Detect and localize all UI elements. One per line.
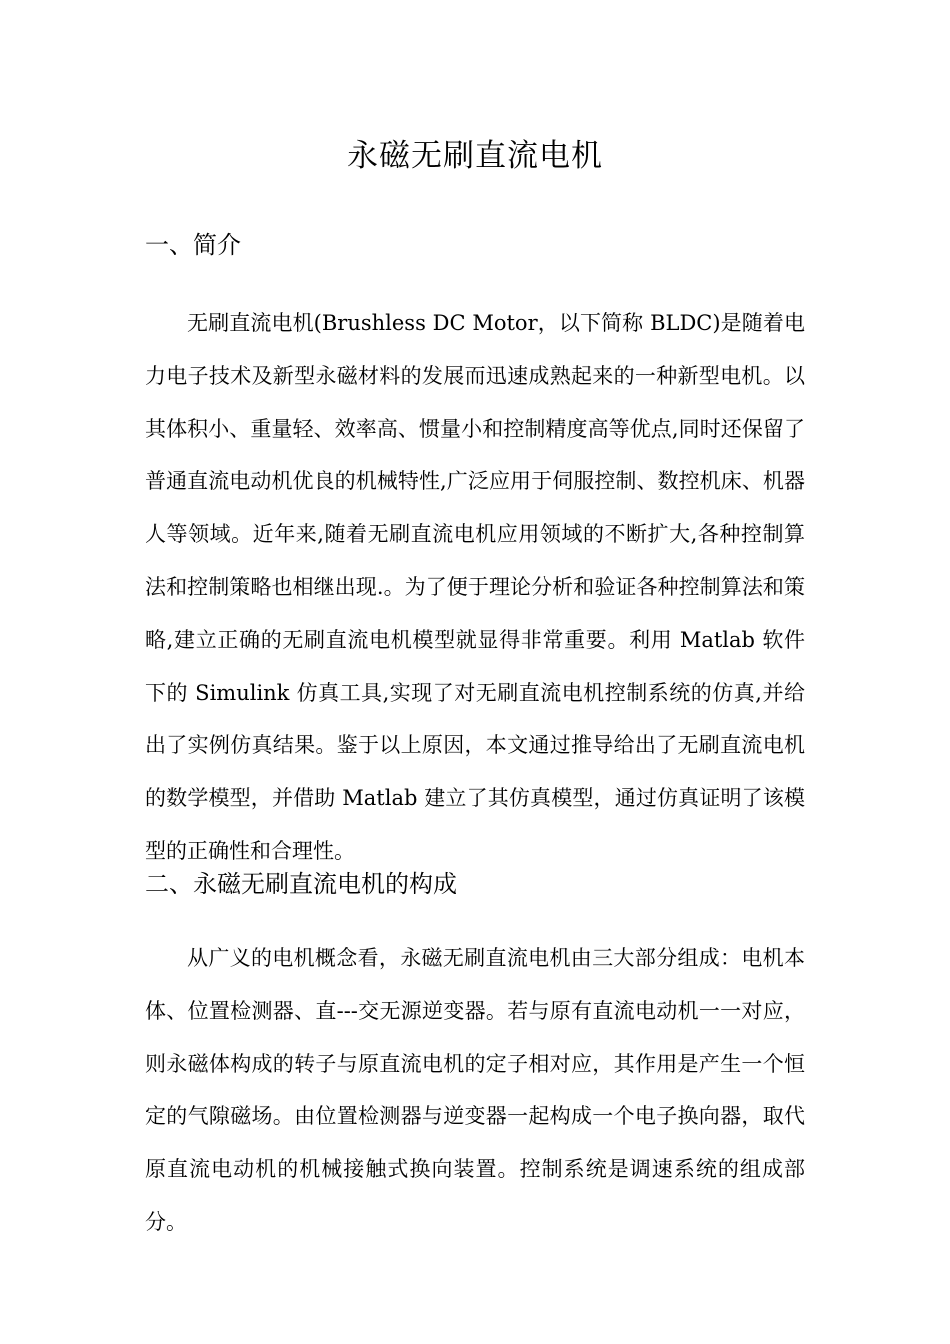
section-heading-composition: 二、永磁无刷直流电机的构成	[145, 870, 457, 898]
section-paragraph-intro: 无刷直流电机(Brushless DC Motor，以下简称 BLDC)是随着电力电子技术及新型永磁材料的发展而迅速成熟起来的一种新型电机。以其体积小、重量轻、效率高、惯量小和控制精度高等优点,同时还保留了普通直流电动机优良的机械特性,广泛应用于伺服控制、数控机床、机器人等领域。近年来,随着无刷直流电机应用领域的不断扩大,各种控制算法和控制策略也相继出现.。为了便于理论分析和验证各种控制算法和策略,建立正确的无刷直流电机模型就显得非常重要。利用 Matlab 软件下的 Simulink 仿真工具,实现了对无刷直流电机控制系统的仿真,并给出了实例仿真结果。鉴于以上原因，本文通过推导给出了无刷直流电机的数学模型，并借助 Matlab 建立了其仿真模型，通过仿真证明了该模型的正确性和合理性。	[145, 311, 805, 863]
document-title: 永磁无刷直流电机	[347, 138, 603, 174]
section-paragraph-composition: 从广义的电机概念看，永磁无刷直流电机由三大部分组成：电机本体、位置检测器、直---交无源逆变器。若与原有直流电动机一一对应，则永磁体构成的转子与原直流电机的定子相对应，其作用是产生一个恒定的气隙磁场。由位置检测器与逆变器一起构成一个电子换向器，取代原直流电动机的机械接触式换向装置。控制系统是调速系统的组成部分。	[145, 946, 805, 1234]
section-heading-intro: 一、简介	[145, 231, 241, 259]
